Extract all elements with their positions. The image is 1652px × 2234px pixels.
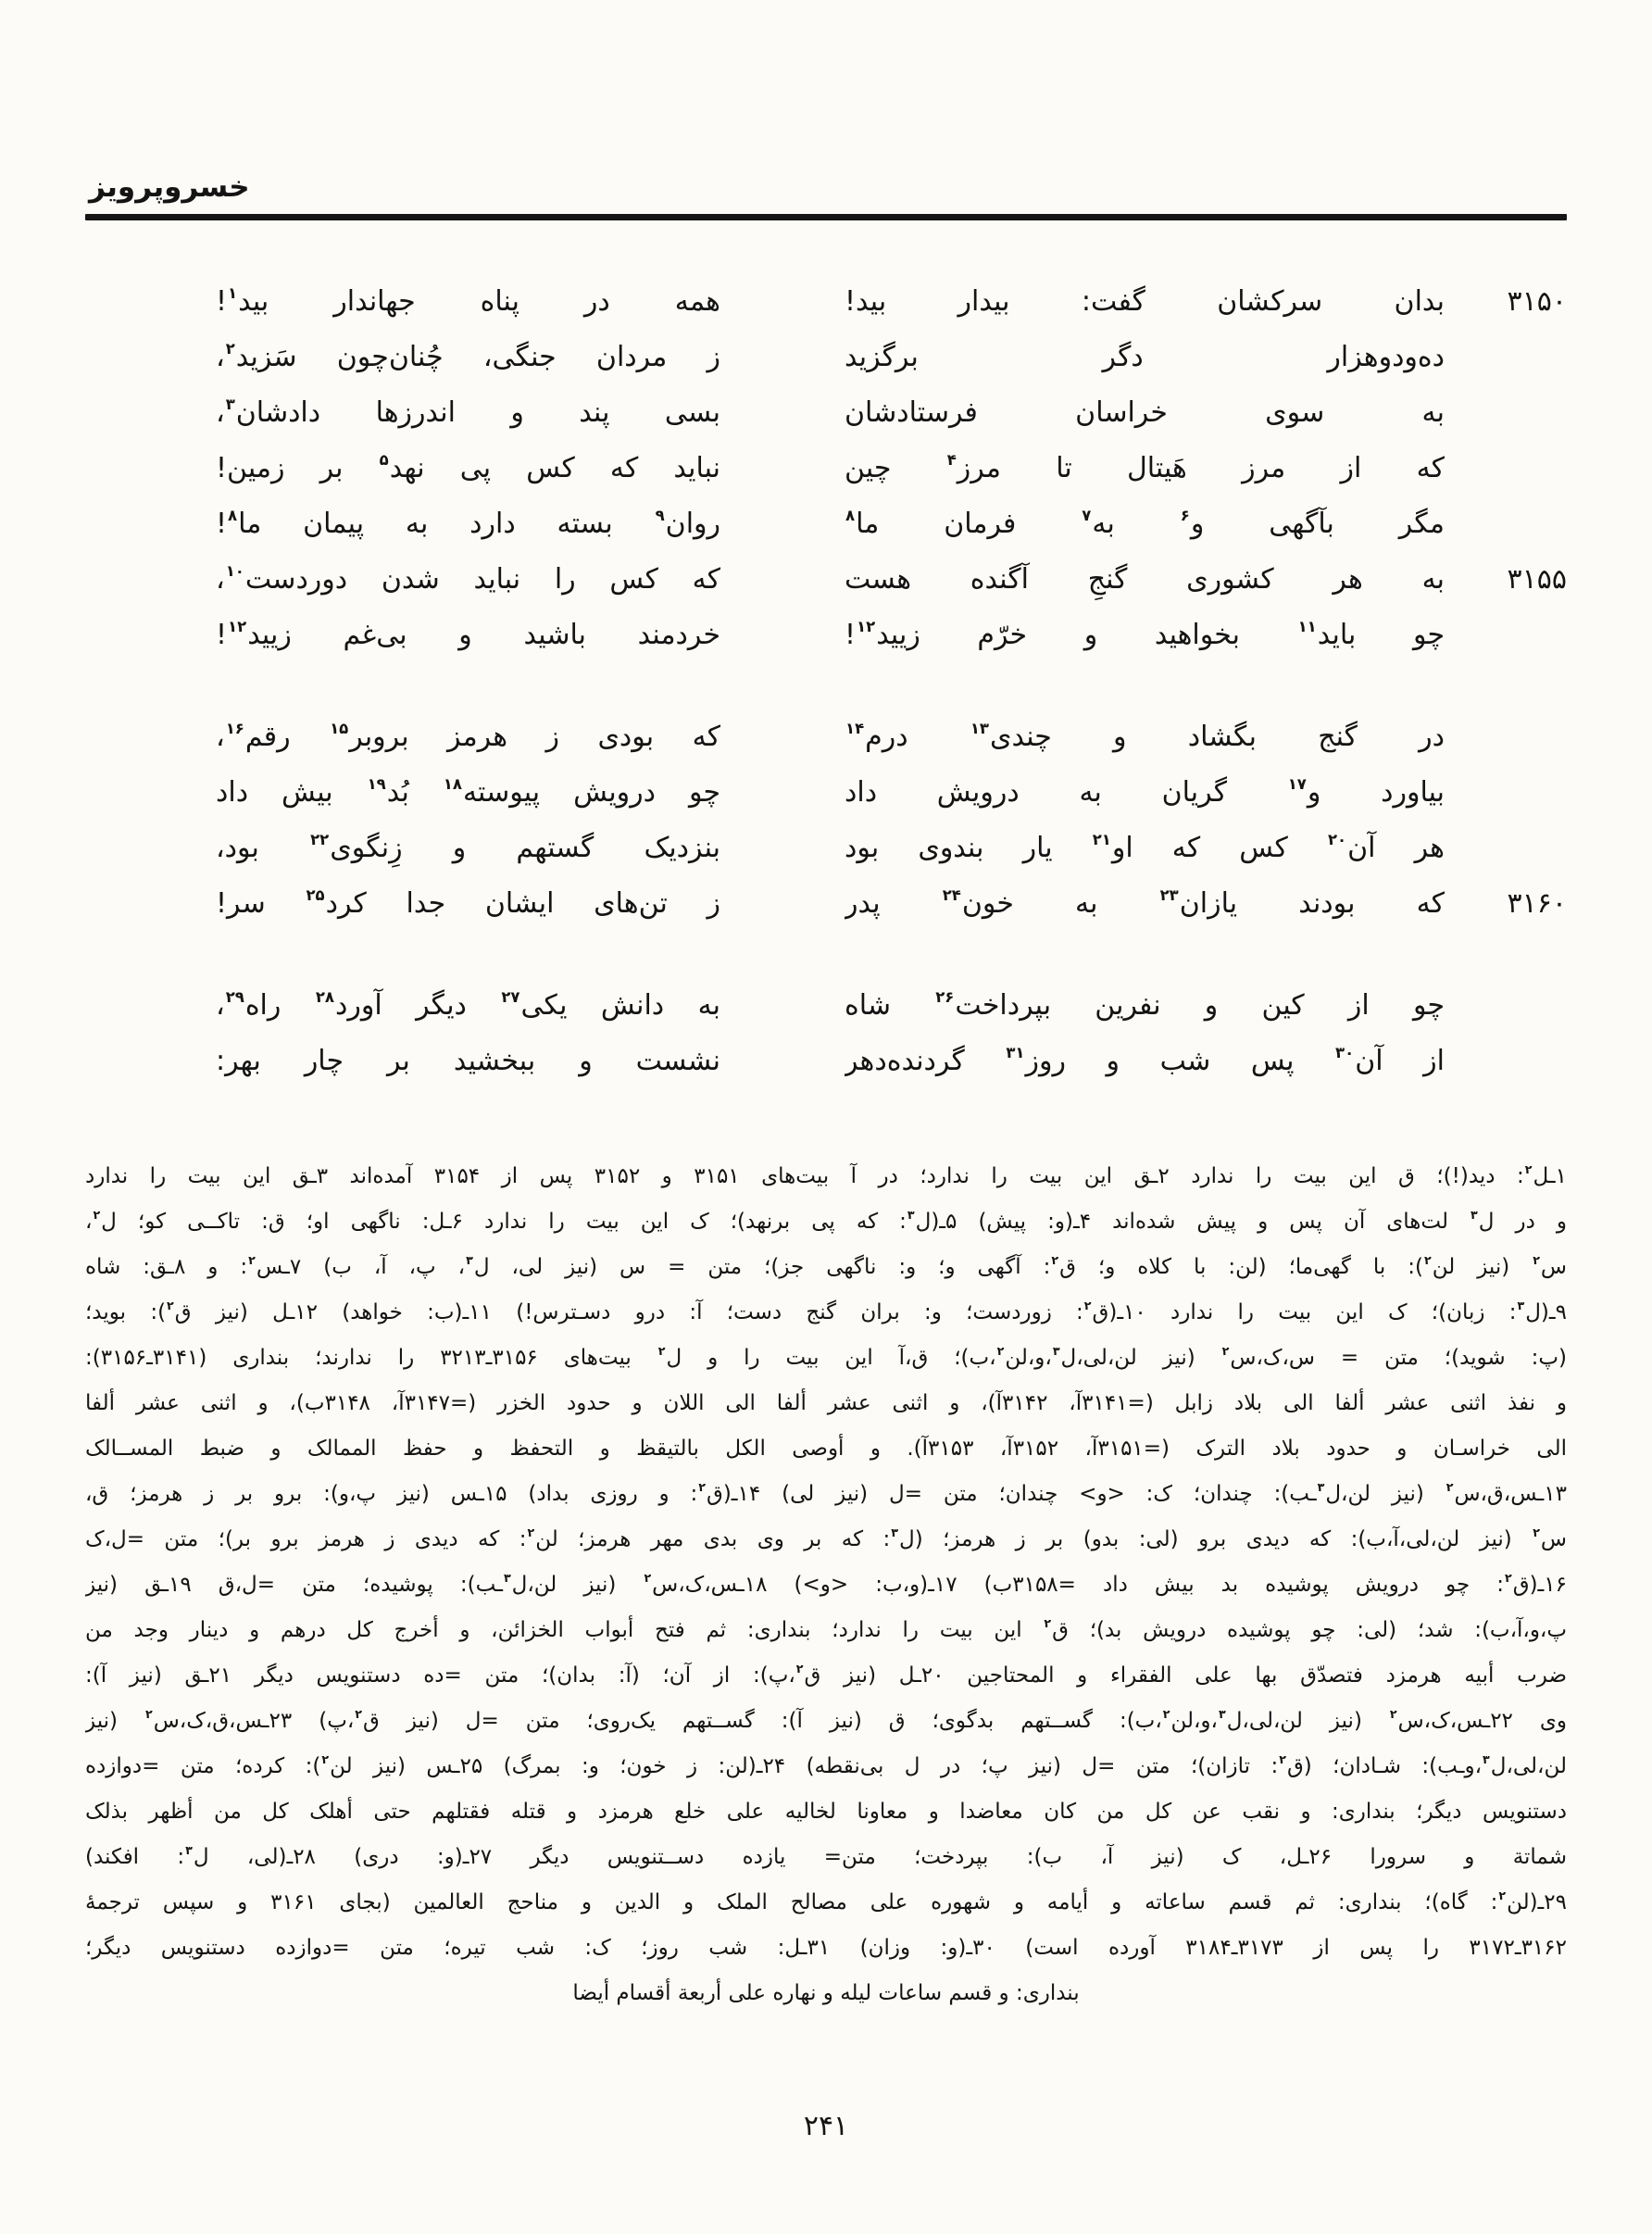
- footnote-ref: ۴: [946, 451, 957, 470]
- footnote-ref: ۵: [379, 451, 389, 470]
- footnote-closing-line: بنداری: و قسم ساعات لیله و نهاره علی أربعة أقسام أیضا: [572, 1981, 1080, 2005]
- verse-number: ۳۱۶۰: [1507, 887, 1567, 920]
- verse-number: [1445, 441, 1567, 496]
- couplet: [85, 274, 1567, 330]
- couplet: [85, 765, 1567, 821]
- verse-number: [1445, 709, 1567, 765]
- hemistich-first: بیاورد و$^{۱۷}$ گریان به درویش داد: [845, 775, 1445, 809]
- couplet: [85, 552, 1567, 608]
- couplet: [85, 978, 1567, 1034]
- footnote-line: س$^۲$ (نیز لن$^۲$): با گهی‌ما؛ (لن: با کلاه و؛ ق$^۲$: آگهی و؛ و: ناگهی جز)؛ متن = س (نیز لی، ل$^۳$، پ، آ، ب) ۷ـس$^۲$: و ۸ـق: شاه: [85, 1252, 1567, 1279]
- footnote-ref: ۱۵: [330, 720, 349, 738]
- hemistich-first: که بودند یازان$^{۲۳}$ به خون$^{۲۴}$ پدر: [845, 886, 1445, 920]
- footnote-line: و در ل$^۳$ لت‌های آن پس و پیش شده‌اند ۴ـ(و: پیش) ۵ـ(ل$^۳$: که پی برنهد)؛ ک این بیت را ندارد ۶ـل: ناگهی او؛ ق: تاکــی کو؛ ل$^۲$،: [85, 1207, 1567, 1234]
- hemistich-second: همه در پناه جهاندار بید$^۱$!: [216, 284, 720, 318]
- footnote-line: (پ: شوید)؛ متن = س،ک،س$^۲$ (نیز لن،لی،ل$^۳$،و،لن$^۲$،ب)؛ ق،آ این بیت را و ل$^۲$ بیت‌های ۳۱۵۶ـ۳۲۱۳ را ندارند؛ بنداری (۳۱۴۱ـ۳۱۵۶):: [85, 1343, 1567, 1370]
- hemistich-second: که کس را نباید شدن دوردست$^{۱۰}$،: [216, 562, 720, 596]
- footnote-line: ۱۶ـ(ق$^۲$: چو درویش پوشیده بد بیش داد =۳۱۵۸ب) ۱۷ـ(و،ب: <و>) ۱۸ـس،ک،س$^۲$ (نیز لن،ل$^۳$ـب): پوشیده؛ متن =ل،ق ۱۹ـق (نیز: [85, 1570, 1567, 1597]
- footnote-ref: ۲: [1221, 1343, 1230, 1358]
- couplet: [85, 876, 1567, 932]
- couplet: [85, 441, 1567, 496]
- footnote-ref: ۱۲: [228, 618, 247, 636]
- footnote-ref: ۱۰: [225, 562, 244, 581]
- footnote-ref: ۲: [1424, 1252, 1432, 1267]
- verse-number: [1445, 496, 1567, 552]
- footnote-line: ۲۹ـ(لن$^۲$: گاه)؛ بنداری: ثم قسم ساعاته و أیامه و شهوره علی مصالح الملک و الدین و مناحج العالمین (بجای ۳۱۶۱ و سپس ترجمهٔ: [85, 1888, 1567, 1914]
- verse-number: [1445, 765, 1567, 821]
- hemistich-first: به سوی خراسان فرستادشان: [845, 396, 1445, 429]
- footnote-line: پ،و،آ،ب): شد؛ (لی: چو پوشیده درویش بد)؛ ق$^۲$ این بیت را ندارد؛ بنداری: ثم فتح أبواب الخزائن، و أخرج کل درهم و دینار وجد من: [85, 1615, 1567, 1642]
- hemistich-second: ز تن‌های ایشان جدا کرد$^{۲۵}$ سر!: [216, 886, 720, 920]
- footnote-ref: ۳۱: [1006, 1044, 1025, 1062]
- footnote-ref: ۳۰: [1335, 1044, 1355, 1062]
- footnote-ref: ۲: [225, 340, 235, 358]
- footnote-ref: ۳: [1483, 1751, 1490, 1766]
- verse-group: [85, 978, 1567, 1089]
- footnote-ref: ۸: [228, 507, 238, 525]
- footnote-ref: ۱۴: [845, 720, 865, 738]
- hemistich-second: که بودی ز هرمز بروبر$^{۱۵}$ رقم$^{۱۶}$،: [216, 720, 720, 753]
- footnote-line: وی ۲۲ـس،ک،س$^۲$ (نیز لن،لی،ل$^۳$،و،لن$^۲$،ب): گســتهم بدگوی؛ ق (نیز آ): گســتهم یک‌روی؛ متن =ل (نیز ق$^۲$،پ) ۲۳ـس،ق،ک،س$^۲$ (نیز: [85, 1706, 1567, 1733]
- hemistich-first: از آن$^{۳۰}$ پس شب و روز$^{۳۱}$ گردنده‌دهر: [845, 1044, 1445, 1077]
- footnote-line: ضرب أبیه هرمزد فتصدّق بها علی الفقراء و المحتاجین ۲۰ـل (نیز ق$^۲$،پ): از آن؛ (آ: بدان)؛ متن =ده دستنویس دیگر ۲۱ـق (نیز آ):: [85, 1661, 1567, 1688]
- footnote-ref: ۲: [644, 1570, 652, 1585]
- verse-group: [85, 274, 1567, 663]
- footnote-ref: ۸: [845, 507, 856, 525]
- hemistich-second: چو درویش پیوسته$^{۱۸}$ بُد$^{۱۹}$ بیش داد: [216, 775, 720, 809]
- footnote-ref: ۱۱: [1297, 618, 1317, 636]
- footnote-ref: ۲: [1162, 1706, 1170, 1721]
- footnote-ref: ۱۲: [857, 618, 876, 636]
- footnote-ref: ۱۹: [367, 775, 386, 794]
- footnote-ref: ۱۶: [225, 720, 244, 738]
- footnote-ref: ۲۸: [315, 988, 334, 1007]
- verse-number: [1445, 978, 1567, 1034]
- hemistich-first: به هر کشوری گنجِ آگنده هست: [845, 563, 1445, 596]
- verse-group: [85, 709, 1567, 932]
- footnote-ref: ۲: [698, 1479, 706, 1494]
- footnote-ref: ۲: [1044, 1615, 1052, 1630]
- footnote-ref: ۲: [1389, 1706, 1397, 1721]
- footnote-ref: ۳: [1471, 1207, 1478, 1222]
- footnote-ref: ۲: [996, 1343, 1005, 1358]
- footnote-line: لن،لی،ل$^۳$،وـب): شـادان؛ (ق$^۲$: تازان)؛ متن =ل (نیز پ؛ در ل بی‌نقطه) ۲۴ـ(لن: ز خون؛ و: بمرگ) ۲۵ـس (نیز لن$^۲$): کرده؛ متن =دوازده: [85, 1751, 1567, 1778]
- hemistich-second: نشست و ببخشید بر چار بهر:: [216, 1045, 720, 1077]
- footnote-ref: ۳: [1317, 1479, 1325, 1494]
- footnote-ref: ۳: [225, 395, 235, 414]
- hemistich-first: چو باید$^{۱۱}$ بخواهید و خرّم زیید$^{۱۲}$!: [845, 618, 1445, 651]
- couplet: [85, 608, 1567, 663]
- hemistich-first: که از مرز هَیتال تا مرز$^۴$ چین: [845, 451, 1445, 484]
- footnote-ref: ۲۹: [225, 988, 244, 1007]
- footnote-ref: ۱: [228, 284, 238, 303]
- footnote-ref: ۳: [1052, 1343, 1060, 1358]
- footnote-ref: ۲: [248, 1252, 256, 1267]
- hemistich-second: بنزدیک گستهم و زِنگوی$^{۲۲}$ بود،: [216, 831, 720, 864]
- footnote-ref: ۲: [1446, 1479, 1454, 1494]
- footnote-ref: ۲: [1498, 1888, 1507, 1902]
- footnote-line: و نفذ اثنی عشر ألفا الی بلاد زابل (=۳۱۴۱آ، ۳۱۴۲آ)، و اثنی عشر ألفا الی اللان و حدود الخزر (=۳۱۴۷آ، ۳۱۴۸ب)، و اثنی عشر ألفا: [85, 1391, 1567, 1415]
- verse-number: ۳۱۵۰: [1507, 285, 1567, 318]
- footnote-line: ۱۳ـس،ق،س$^۲$ (نیز لن،ل$^۳$ـب): چندان؛ ک: <و> چندان؛ متن =ل (نیز لی) ۱۴ـ(ق$^۲$: و روزی بداد) ۱۵ـس (نیز پ،و): برو بر ز هرمز؛ ق،: [85, 1479, 1567, 1506]
- footnote-ref: ۲: [1505, 1570, 1512, 1585]
- footnote-line: ۳۱۶۲ـ۳۱۷۲ را پس از ۳۱۷۳ـ۳۱۸۴ آورده است) ۳۰ـ(و: وزان) ۳۱ـل: شب روز؛ ک: شب تیره؛ متن =دوازده دستنویس دیگر؛: [85, 1936, 1567, 1960]
- footnote-ref: ۳: [466, 1252, 473, 1267]
- hemistich-second: ز مردان جنگی، چُنان‌چون سَزید$^۲$،: [216, 340, 720, 373]
- footnote-ref: ۲۱: [1092, 831, 1111, 849]
- verse-number: ۳۱۵۵: [1507, 563, 1567, 596]
- footnote-ref: ۲: [1279, 1751, 1286, 1766]
- footnotes-apparatus: [85, 1154, 1567, 2016]
- footnote-line: دستنویس دیگر؛ بنداری: و نقب عن کل من کان معاضدا و معاونا لخالیه علی خلع هرمزد و قتله فقتلهم حتی أهلک کل من أظهر بذلک: [85, 1800, 1567, 1824]
- footnote-ref: ۲: [795, 1661, 804, 1676]
- verse-number: [1445, 821, 1567, 876]
- footnote-line: الی خراسـان و حدود بلاد الترک (=۳۱۵۱آ، ۳۱۵۲آ، ۳۱۵۳آ). و أوصی الکل بالتیقظ و التحفظ و حفظ الممالک و ضبط المســالک: [85, 1437, 1567, 1461]
- couplet: [85, 709, 1567, 765]
- footnote-ref: ۲: [657, 1343, 666, 1358]
- footnote-line: شماتة و سرورا ۲۶ـل، ک (نیز آ، ب): بپردخت؛ متن= یازده دســتنویس دیگر ۲۷ـ(و: دری) ۲۸ـ(لی، ل$^۳$: افکند): [85, 1842, 1567, 1869]
- couplet: [85, 496, 1567, 552]
- footnote-ref: ۱۳: [970, 720, 989, 738]
- couplet: [85, 1034, 1567, 1089]
- footnote-ref: ۳: [1517, 1298, 1525, 1312]
- footnote-ref: ۱۷: [1287, 775, 1307, 794]
- footnote-ref: ۷: [1082, 507, 1092, 525]
- hemistich-first: در گنج بگشاد و چندی$^{۱۳}$ درم$^{۱۴}$: [845, 720, 1445, 753]
- footnote-ref: ۲: [167, 1298, 174, 1312]
- hemistich-first: مگر بآگهی و$^۶$ به$^۷$ فرمان ما$^۸$: [845, 507, 1445, 540]
- verse-number: [1445, 608, 1567, 663]
- poem: [85, 274, 1567, 1136]
- hemistich-second: بسی پند و اندرزها دادشان$^۳$،: [216, 395, 720, 429]
- footnote-ref: ۲: [1533, 1525, 1540, 1539]
- footnote-ref: ۹: [655, 507, 665, 525]
- couplet: [85, 330, 1567, 385]
- footnote-ref: ۲۴: [942, 886, 961, 905]
- footnote-ref: ۲: [527, 1525, 535, 1539]
- footnote-ref: ۲۳: [1159, 886, 1179, 905]
- hemistich-first: ده‌ودوهزار دگر برگزید: [845, 341, 1445, 373]
- footnote-line: س$^۲$ (نیز لن،لی،آ،ب): که دیدی برو (لی: بدو) بر ز هرمز؛ (ل$^۳$: که بر وی بدی مهر هرمز؛ لن$^۲$: که دیدی ز هرمز برو بر)؛ متن =ل،ک: [85, 1525, 1567, 1551]
- running-head-title: خسروپرویز: [89, 170, 250, 204]
- footnote-ref: ۲: [1083, 1298, 1092, 1312]
- hemistich-second: روان$^۹$ بسته دارد به پیمان ما$^۸$!: [216, 507, 720, 540]
- footnote-ref: ۲: [93, 1207, 101, 1222]
- footnote-ref: ۲۲: [310, 831, 330, 849]
- hemistich-second: خردمند باشید و بی‌غم زیید$^{۱۲}$!: [216, 618, 720, 651]
- verse-number: [1445, 1034, 1567, 1089]
- footnote-ref: ۶: [1180, 507, 1190, 525]
- header-rule: [85, 214, 1567, 220]
- footnote-line: ۱ـل$^۲$: دید(!)؛ ق این بیت را ندارد ۲ـق این بیت را ندارد؛ در آ بیت‌های ۳۱۵۱ و ۳۱۵۲ پس از ۳۱۵۴ آمده‌اند ۳ـق این بیت را ندارد: [85, 1161, 1567, 1188]
- hemistich-second: به دانش یکی$^{۲۷}$ دیگر آورد$^{۲۸}$ راه$^{۲۹}$،: [216, 988, 720, 1022]
- footnote-ref: ۳: [503, 1570, 511, 1585]
- footnote-ref: ۲: [1533, 1252, 1540, 1267]
- footnote-ref: ۲۶: [935, 988, 955, 1007]
- page-number: ۲۴۱: [803, 2110, 849, 2142]
- footnote-ref: ۲: [321, 1751, 330, 1766]
- hemistich-second: نباید که کس پی نهد$^۵$ بر زمین!: [216, 451, 720, 484]
- couplet: [85, 821, 1567, 876]
- hemistich-first: هر آن$^{۲۰}$ کس که او$^{۲۱}$ یار بندوی بود: [845, 831, 1445, 864]
- hemistich-first: بدان سرکشان گفت: بیدار بید!: [845, 285, 1445, 318]
- footnote-ref: ۲: [355, 1706, 363, 1721]
- hemistich-first: چو از کین و نفرین بپرداخت$^{۲۶}$ شاه: [845, 988, 1445, 1022]
- footnote-ref: ۱۸: [443, 775, 462, 794]
- couplet: [85, 385, 1567, 441]
- footnote-ref: ۳: [1218, 1706, 1226, 1721]
- footnote-ref: ۲: [1524, 1161, 1533, 1176]
- footnote-ref: ۲: [144, 1706, 153, 1721]
- footnote-line: ۹ـ(ل$^۳$: زبان)؛ ک این بیت را ندارد ۱۰ـ(ق$^۲$: زوردست؛ و: بران گنج دست؛ آ: درو دسـترس!) ۱۱ـ(ب: خواهد) ۱۲ـل (نیز ق$^۲$): بوید؛: [85, 1298, 1567, 1324]
- footnote-ref: ۲۰: [1327, 831, 1347, 849]
- footnote-ref: ۳: [891, 1525, 898, 1539]
- footnote-ref: ۲۵: [306, 886, 325, 905]
- footnote-ref: ۲: [1051, 1252, 1059, 1267]
- verse-number: [1445, 330, 1567, 385]
- footnote-ref: ۳: [907, 1207, 915, 1222]
- footnote-ref: ۳: [185, 1842, 193, 1857]
- verse-number: [1445, 385, 1567, 441]
- footnote-ref: ۲۷: [501, 988, 520, 1007]
